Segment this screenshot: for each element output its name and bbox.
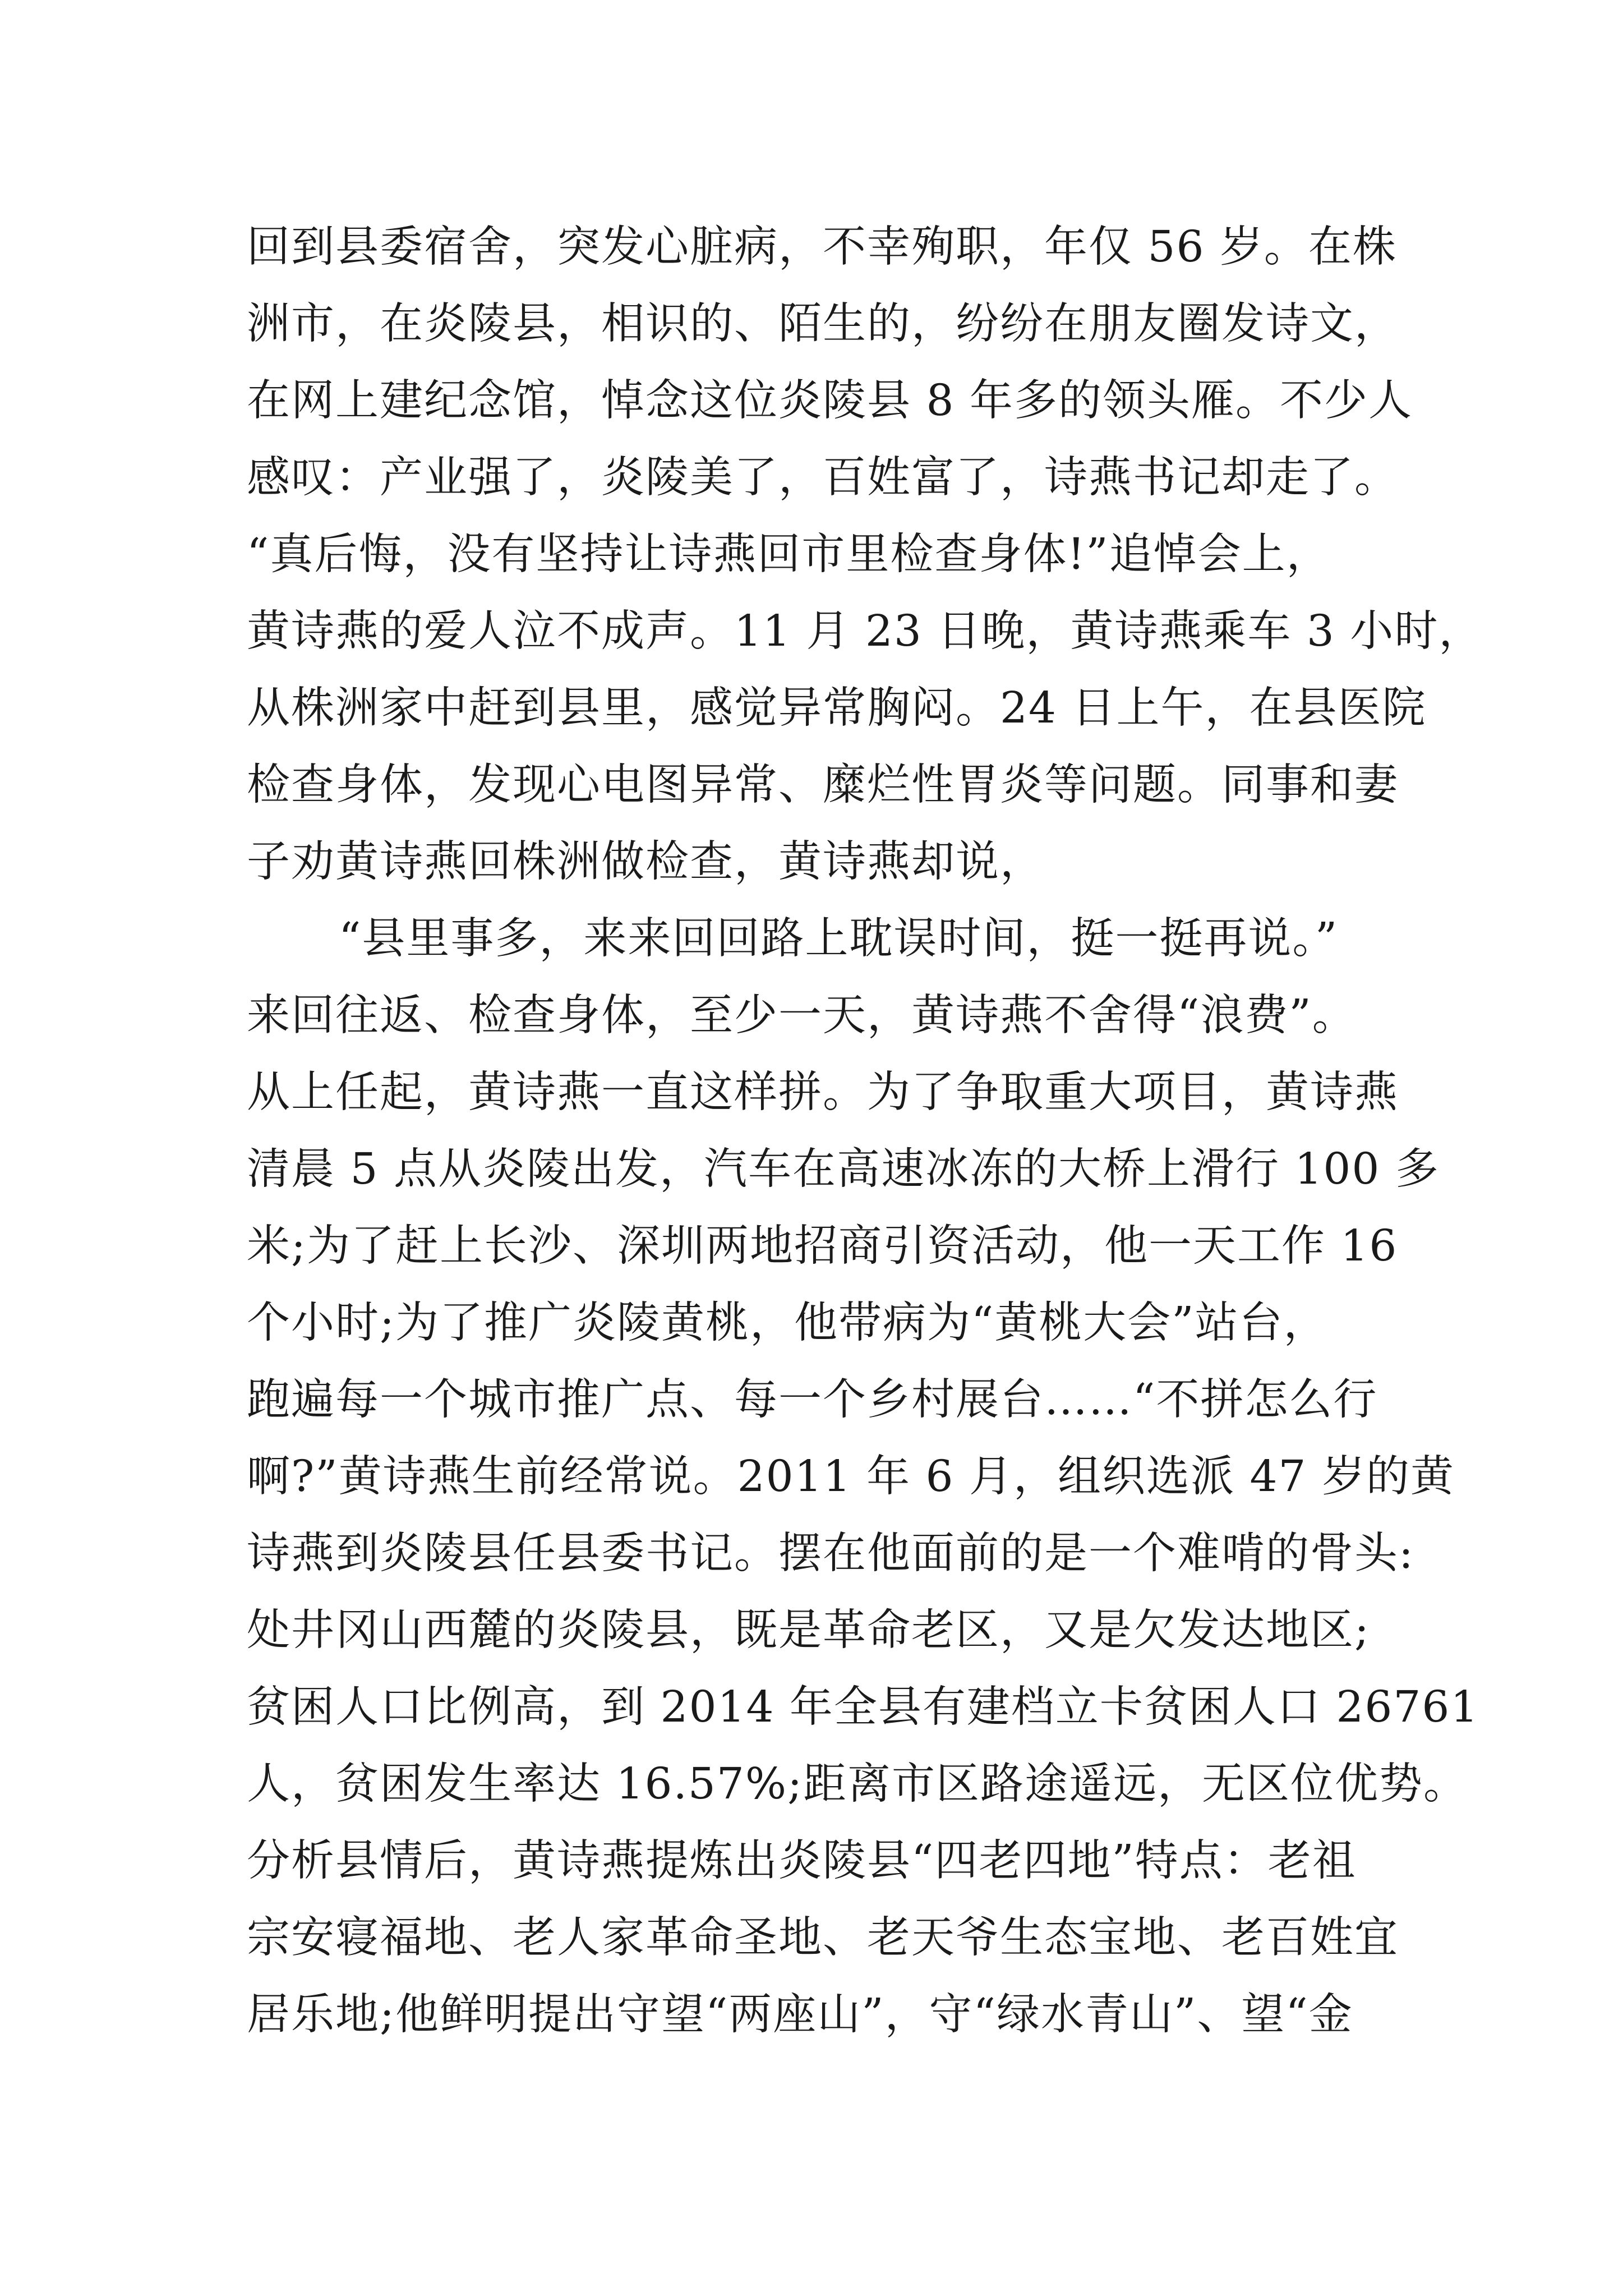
text-line: 子劝黄诗燕回株洲做检查，黄诗燕却说， [247,837,1044,887]
text-line: 清晨 5 点从炎陵出发，汽车在高速冰冻的大桥上滑行 100 多 [247,1144,1440,1194]
text-line: 宗安寝福地、老人家革命圣地、老天爷生态宝地、老百姓宜 [247,1913,1399,1963]
text-line: 处井冈山西麓的炎陵县，既是革命老区，又是欠发达地区; [247,1605,1370,1655]
text-line: 个小时;为了推广炎陵黄桃，他带病为“黄桃大会”站台， [247,1298,1328,1348]
text-line: 感叹：产业强了，炎陵美了，百姓富了，诗燕书记却走了。 [247,453,1399,503]
text-line: 米;为了赶上长沙、深圳两地招商引资活动，他一天工作 16 [247,1221,1398,1271]
text-line: 从上任起，黄诗燕一直这样拼。为了争取重大项目，黄诗燕 [247,1068,1399,1117]
text-line: “真后悔，没有坚持让诗燕回市里检查身体!”追悼会上， [247,530,1331,579]
text-line: 检查身体，发现心电图异常、糜烂性胃炎等问题。同事和妻 [247,760,1399,810]
text-line: 黄诗燕的爱人泣不成声。11 月 23 日晚，黄诗燕乘车 3 小时， [247,606,1483,656]
text-line: 洲市，在炎陵县，相识的、陌生的，纷纷在朋友圈发诗文， [247,299,1399,349]
text-line: 回到县委宿舍，突发心脏病，不幸殉职，年仅 56 岁。在株 [247,222,1397,272]
paragraph-first-line: “县里事多，来来回回路上耽误时间，挺一挺再说。” [339,914,1339,964]
text-line: 啊?”黄诗燕生前经常说。2011 年 6 月，组织选派 47 岁的黄 [247,1452,1455,1502]
text-line: 跑遍每一个城市推广点、每一个乡村展台……“不拼怎么行 [247,1375,1378,1425]
text-line: 来回往返、检查身体，至少一天，黄诗燕不舍得“浪费”。 [247,991,1357,1041]
text-line: 在网上建纪念馆，悼念这位炎陵县 8 年多的领头雁。不少人 [247,376,1413,426]
text-line: 人，贫困发生率达 16.57%;距离市区路途遥远，无区位优势。 [247,1759,1468,1809]
text-line: 居乐地;他鲜明提出守望“两座山”，守“绿水青山”、望“金 [247,1990,1353,2040]
text-line: 从株洲家中赶到县里，感觉异常胸闷。24 日上午，在县医院 [247,683,1427,733]
text-line: 贫困人口比例高，到 2014 年全县有建档立卡贫困人口 26761 [247,1682,1479,1732]
body-text [247,209,1483,2053]
text-line: 分析县情后，黄诗燕提炼出炎陵县“四老四地”特点：老祖 [247,1836,1357,1886]
text-line: 诗燕到炎陵县任县委书记。摆在他面前的是一个难啃的骨头: [247,1529,1414,1579]
